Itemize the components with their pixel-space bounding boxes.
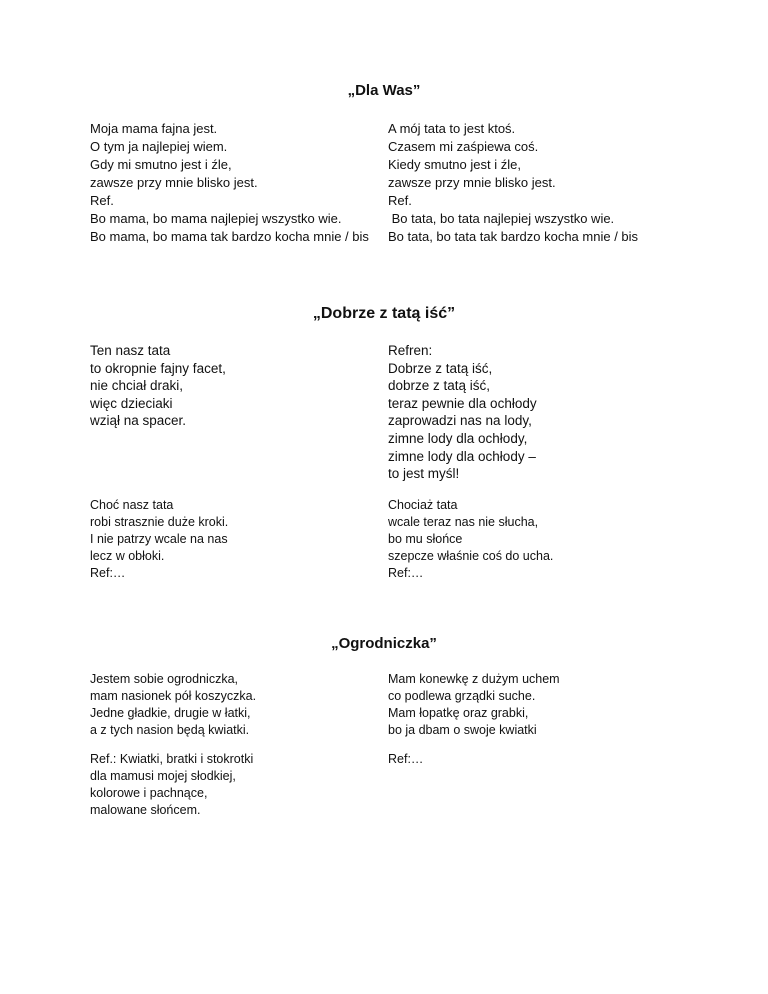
song2-verse-2: Choć nasz tata robi strasznie duże kroki. I nie patrzy wcale na nas lecz w obłoki. Ref:…: [90, 498, 229, 580]
song3-refrain-repeat: Ref:…: [388, 752, 424, 766]
song3-refrain: Ref.: Kwiatki, bratki i stokrotki dla mamusi mojej słodkiej, kolorowe i pachnące, malowane słońcem.: [90, 752, 254, 817]
song2-refrain: Refren: Dobrze z tatą iść, dobrze z tatą iść, teraz pewnie dla ochłody zaprowadzi nas na lody, zimne lody dla ochłody, zimne lody dla ochłody – to jest myśl!: [388, 343, 537, 482]
song-title-dla-was: „Dla Was”: [347, 82, 421, 99]
song-title-dobrze-z-tata-isc: „Dobrze z tatą iść”: [312, 305, 456, 322]
song1-verse-mama: Moja mama fajna jest. O tym ja najlepiej wiem. Gdy mi smutno jest i źle, zawsze przy mnie blisko jest. Ref. Bo mama, bo mama najlepiej wszystko wie. Bo mama, bo mama tak bardzo kocha mnie / bis: [90, 121, 369, 244]
song2-verse-1: Ten nasz tata to okropnie fajny facet, nie chciał draki, więc dzieciaki wziął na spacer.: [90, 343, 226, 429]
song-title-ogrodniczka: „Ogrodniczka”: [331, 635, 437, 652]
song2-verse-3: Chociaż tata wcale teraz nas nie słucha, bo mu słońce szepcze właśnie coś do ucha. Ref:…: [388, 498, 554, 580]
song3-verse-2: Mam konewkę z dużym uchem co podlewa grządki suche. Mam łopatkę oraz grabki, bo ja dbam o swoje kwiatki: [388, 672, 560, 737]
song1-verse-tata: A mój tata to jest ktoś. Czasem mi zaśpiewa coś. Kiedy smutno jest i źle, zawsze przy mnie blisko jest. Ref. Bo tata, bo tata najlepiej wszystko wie. Bo tata, bo tata tak bardzo kocha mnie / bis: [388, 121, 639, 244]
song3-verse-1: Jestem sobie ogrodniczka, mam nasionek pół koszyczka. Jedne gładkie, drugie w łatki, a z tych nasion będą kwiatki.: [90, 672, 257, 737]
